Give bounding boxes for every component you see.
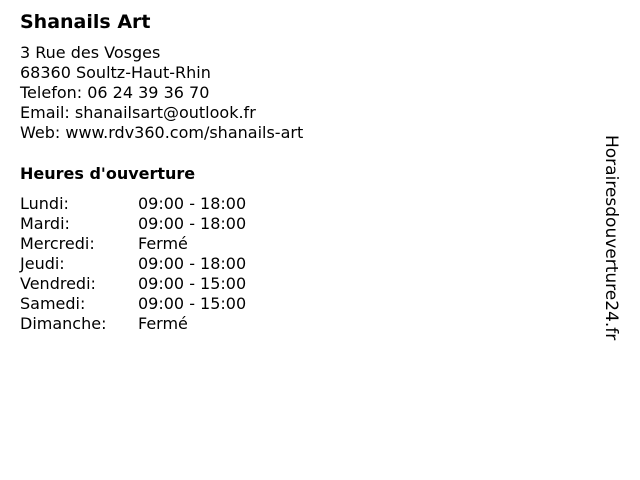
hours-row-wednesday — [20, 234, 580, 254]
time-value: Fermé — [138, 314, 188, 333]
day-label: Mercredi: — [20, 234, 95, 253]
hours-row-tuesday — [20, 214, 580, 234]
time-value: 09:00 - 18:00 — [138, 254, 247, 273]
time-value: 09:00 - 15:00 — [138, 294, 247, 313]
time-value: 09:00 - 15:00 — [138, 274, 247, 293]
site-watermark: Horairesdouverture24.fr — [601, 135, 621, 341]
website: Web: www.rdv360.com/shanails-art — [20, 123, 304, 142]
day-label: Samedi: — [20, 294, 86, 313]
business-card — [20, 10, 580, 334]
hours-row-sunday — [20, 314, 580, 334]
day-label: Dimanche: — [20, 314, 107, 333]
hours-table — [20, 194, 580, 334]
time-value: Fermé — [138, 234, 188, 253]
hours-row-friday — [20, 274, 580, 294]
email-address: Email: shanailsart@outlook.fr — [20, 103, 256, 122]
address-city: 68360 Soultz-Haut-Rhin — [20, 63, 211, 82]
phone-number: Telefon: 06 24 39 36 70 — [20, 83, 210, 102]
time-value: 09:00 - 18:00 — [138, 214, 247, 233]
hours-row-thursday — [20, 254, 580, 274]
day-label: Mardi: — [20, 214, 70, 233]
hours-row-monday — [20, 194, 580, 214]
business-name: Shanails Art — [20, 11, 151, 33]
day-label: Lundi: — [20, 194, 69, 213]
hours-row-saturday — [20, 294, 580, 314]
day-label: Vendredi: — [20, 274, 96, 293]
address-street: 3 Rue des Vosges — [20, 43, 161, 62]
hours-heading: Heures d'ouverture — [20, 164, 196, 183]
time-value: 09:00 - 18:00 — [138, 194, 247, 213]
day-label: Jeudi: — [20, 254, 65, 273]
